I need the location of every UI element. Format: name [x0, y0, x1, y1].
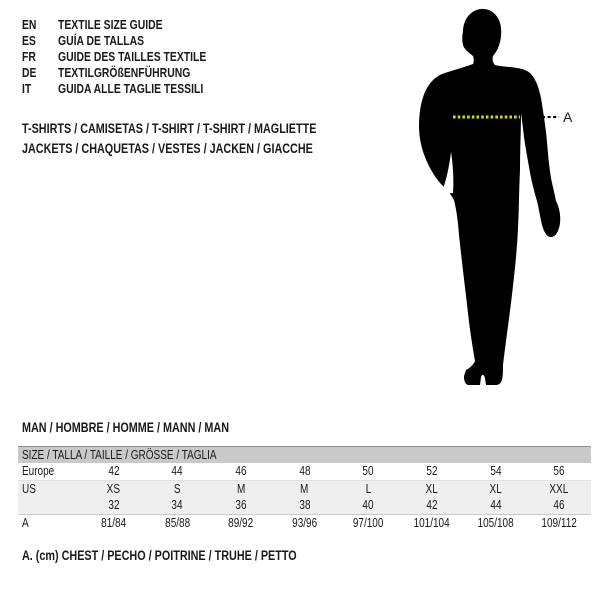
language-title: GUÍA DE TALLAS	[58, 33, 145, 48]
size-cell: 36	[235, 498, 247, 513]
size-cell: 40	[362, 498, 374, 513]
man-silhouette	[390, 0, 600, 400]
category-line-tshirts: T-SHIRTS / CAMISETAS / T-SHIRT / T-SHIRT / MAGLIETTE	[22, 121, 317, 136]
language-row-it	[22, 81, 243, 97]
language-title: GUIDA ALLE TAGLIE TESSILI	[58, 81, 204, 96]
table-row	[18, 497, 591, 514]
row-label	[18, 497, 82, 514]
table-row	[18, 480, 591, 497]
size-cell: 42	[426, 498, 438, 513]
language-code: EN	[22, 17, 37, 32]
table-row	[18, 514, 591, 531]
size-cell: S	[146, 480, 210, 497]
language-row-es	[22, 33, 243, 49]
man-figure	[390, 0, 600, 400]
size-cell: 34	[171, 498, 183, 513]
language-code: IT	[22, 81, 32, 96]
size-cell: XXL	[527, 480, 591, 497]
size-cell: 93/96	[273, 514, 337, 531]
size-cell: M	[273, 480, 337, 497]
size-cell: L	[337, 480, 401, 497]
language-title: TEXTILE SIZE GUIDE	[58, 17, 163, 32]
size-table-container	[18, 446, 591, 531]
language-title: TEXTILGRÖßENFÜHRUNG	[58, 65, 191, 80]
size-cell: 52	[426, 464, 438, 479]
size-cell: 48	[299, 464, 311, 479]
size-cell: 105/108	[464, 514, 528, 531]
size-cell: XL	[464, 480, 528, 497]
size-cell: XS	[82, 480, 146, 497]
size-cell: 46	[553, 498, 565, 513]
size-cell: 46	[235, 464, 247, 479]
category-list	[22, 119, 390, 159]
language-title: GUIDE DES TAILLES TEXTILE	[58, 49, 207, 64]
size-table-header: SIZE / TALLA / TAILLE / GRÖSSE / TAGLIA	[18, 447, 591, 463]
section-title-man: MAN / HOMBRE / HOMME / MANN / MAN	[22, 420, 229, 435]
size-cell: 32	[108, 498, 120, 513]
size-cell: 42	[108, 464, 120, 479]
row-label: US	[18, 480, 82, 497]
row-label: A	[18, 514, 82, 531]
size-cell: 109/112	[527, 514, 591, 531]
size-table	[18, 463, 591, 531]
language-title-list	[22, 17, 243, 97]
size-table-body	[18, 463, 591, 531]
man-body-shape	[419, 9, 560, 385]
language-row-fr	[22, 49, 243, 65]
size-cell: M	[209, 480, 273, 497]
size-cell: 85/88	[146, 514, 210, 531]
language-code: ES	[22, 33, 36, 48]
language-code: DE	[22, 65, 37, 80]
table-row	[18, 463, 591, 480]
size-cell: 89/92	[209, 514, 273, 531]
language-row-de	[22, 65, 243, 81]
language-row-en	[22, 17, 243, 33]
size-cell: 44	[171, 464, 183, 479]
size-cell: 50	[362, 464, 374, 479]
size-cell: 56	[553, 464, 565, 479]
size-cell: 81/84	[82, 514, 146, 531]
category-line-jackets: JACKETS / CHAQUETAS / VESTES / JACKEN / GIACCHE	[22, 141, 313, 156]
row-label: Europe	[22, 464, 55, 479]
size-cell: 101/104	[400, 514, 464, 531]
measure-label-a: A	[563, 109, 573, 125]
measurement-footnote: A. (cm) CHEST / PECHO / POITRINE / TRUHE / PETTO	[22, 548, 297, 563]
size-cell: 38	[299, 498, 311, 513]
size-cell: 54	[490, 464, 502, 479]
size-cell: 97/100	[337, 514, 401, 531]
language-code: FR	[22, 49, 36, 64]
size-cell: 44	[490, 498, 502, 513]
size-cell: XL	[400, 480, 464, 497]
